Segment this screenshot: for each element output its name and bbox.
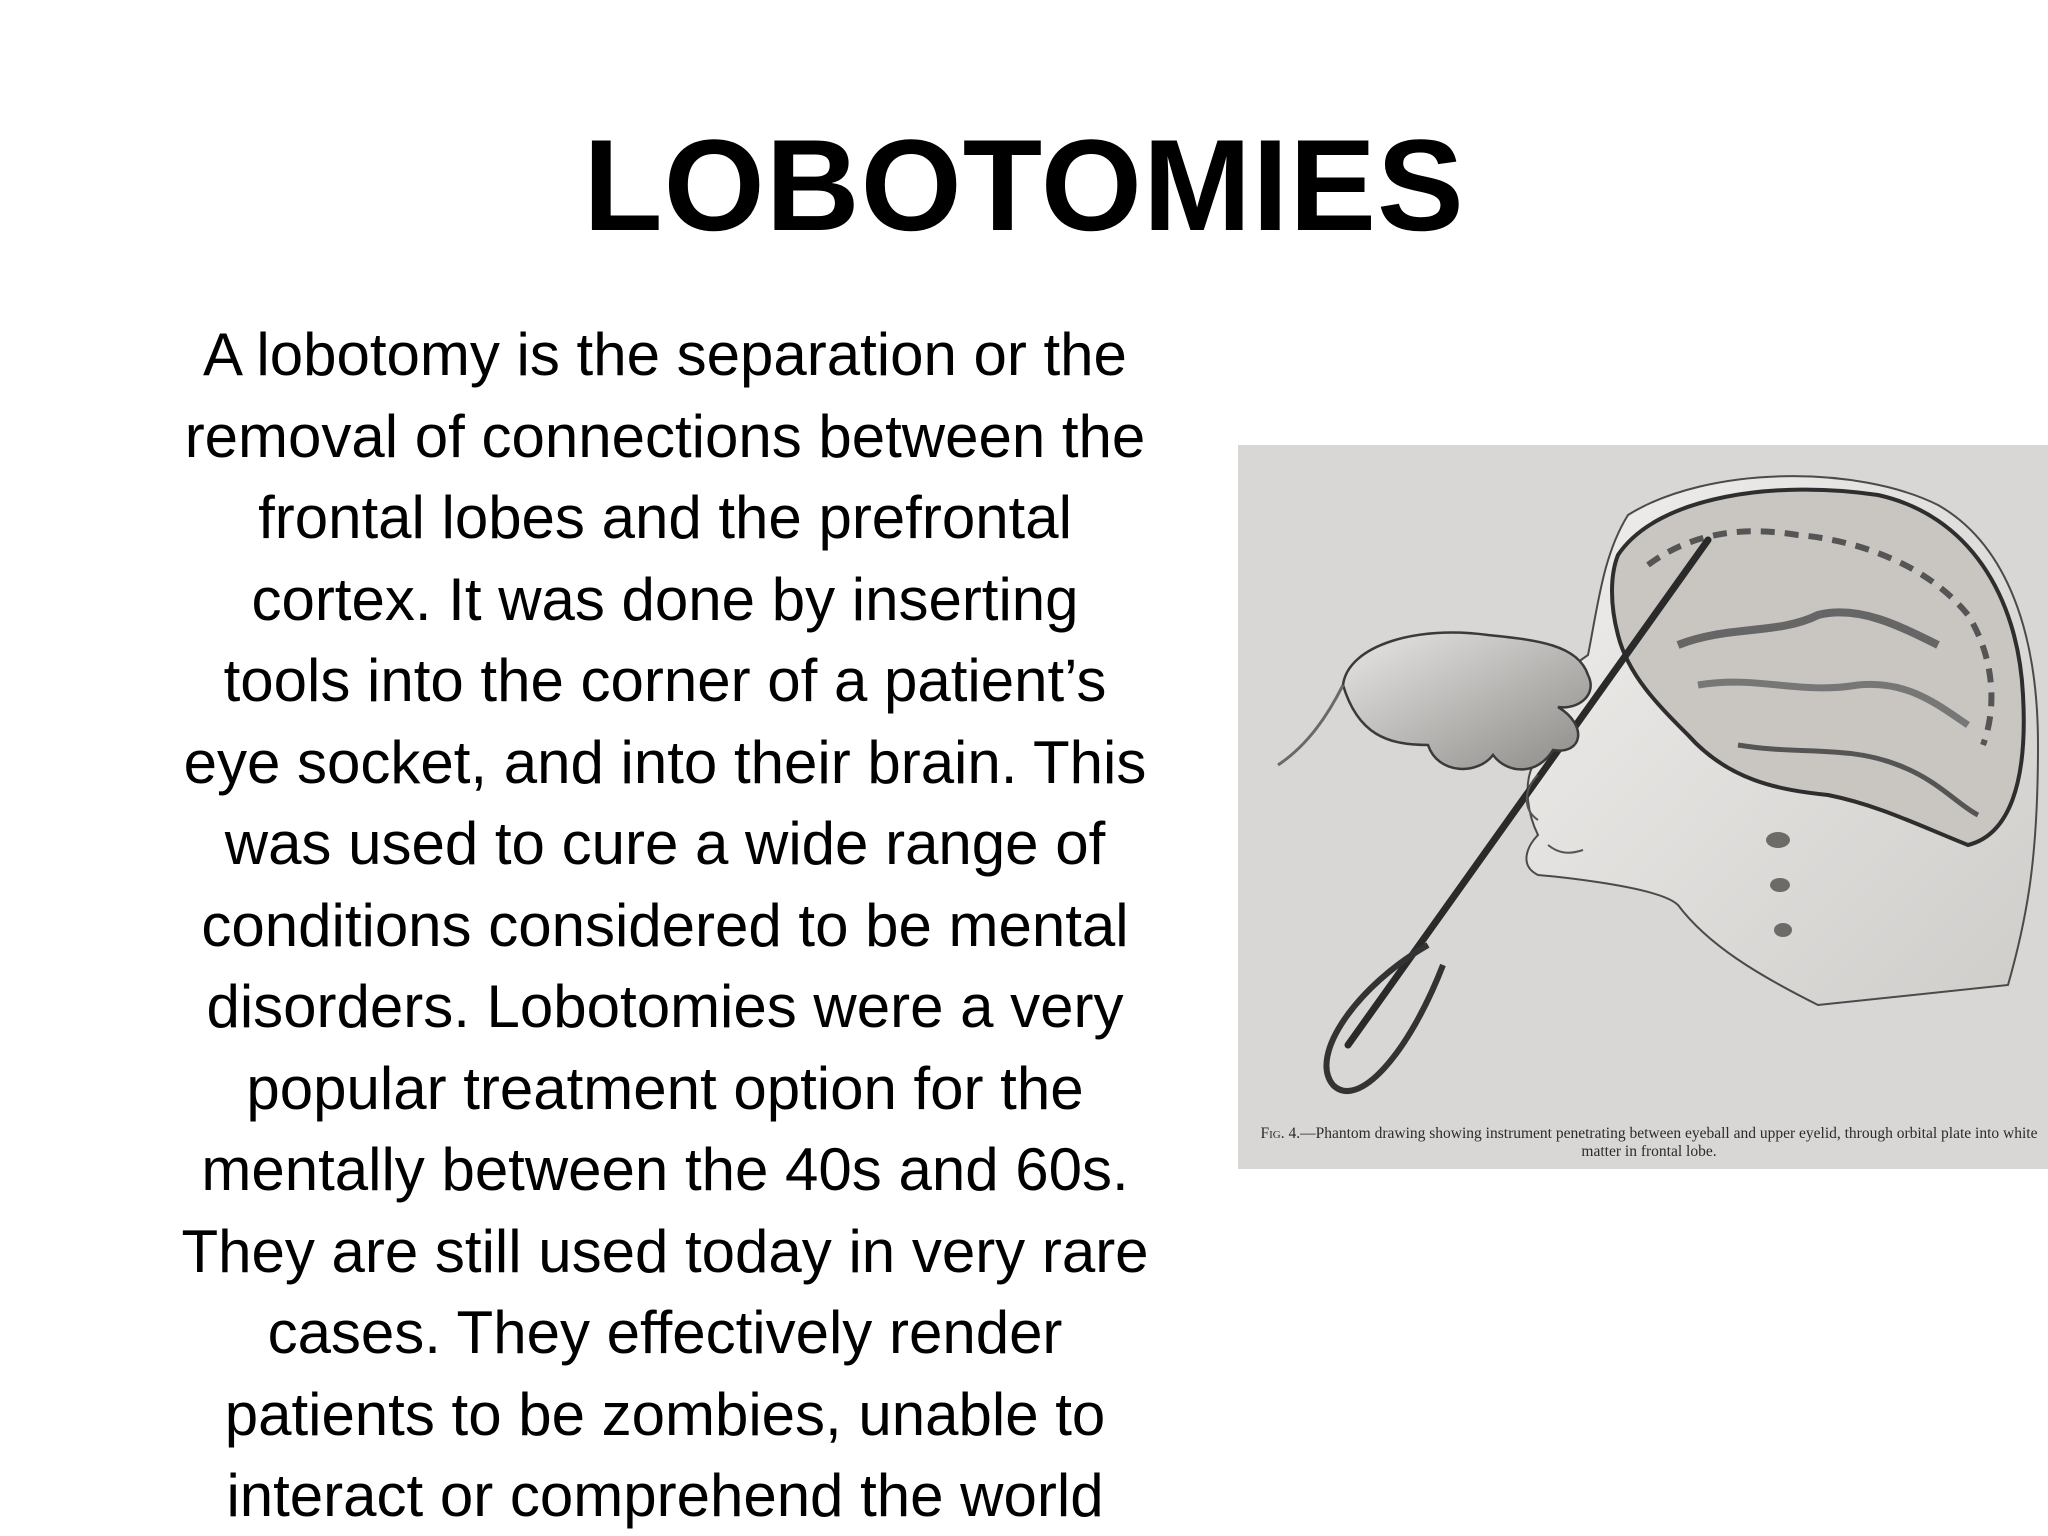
hand-illustration	[1343, 632, 1591, 769]
figure-label: Fig. 4.	[1260, 1125, 1301, 1142]
slide-body-text: A lobotomy is the separation or the removal of connections between the frontal lobes and the prefrontal cortex. It was done by inserting tools into the corner of a patient’s eye socket, and into their brain. This was used to cure a wide range of conditions considered to be mental disorders. Lobotomies were a very popular treatment option for the mentally between the 40s and 60s. They are still used today in very rare cases. They effectively render patients to be zombies, unable to interact or comprehend the world	[181, 321, 1149, 1529]
slide-title: LOBOTOMIES	[583, 112, 1465, 258]
instrument-handle	[1326, 945, 1443, 1091]
lobotomy-illustration	[1238, 445, 2048, 1169]
figure-caption	[1254, 1125, 2044, 1161]
head-drawing	[1238, 445, 2048, 1169]
figure-caption-text: —Phantom drawing showing instrument penetrating between eyeball and upper eyelid, through orbital plate into white matter in frontal lobe.	[1300, 1125, 2038, 1160]
